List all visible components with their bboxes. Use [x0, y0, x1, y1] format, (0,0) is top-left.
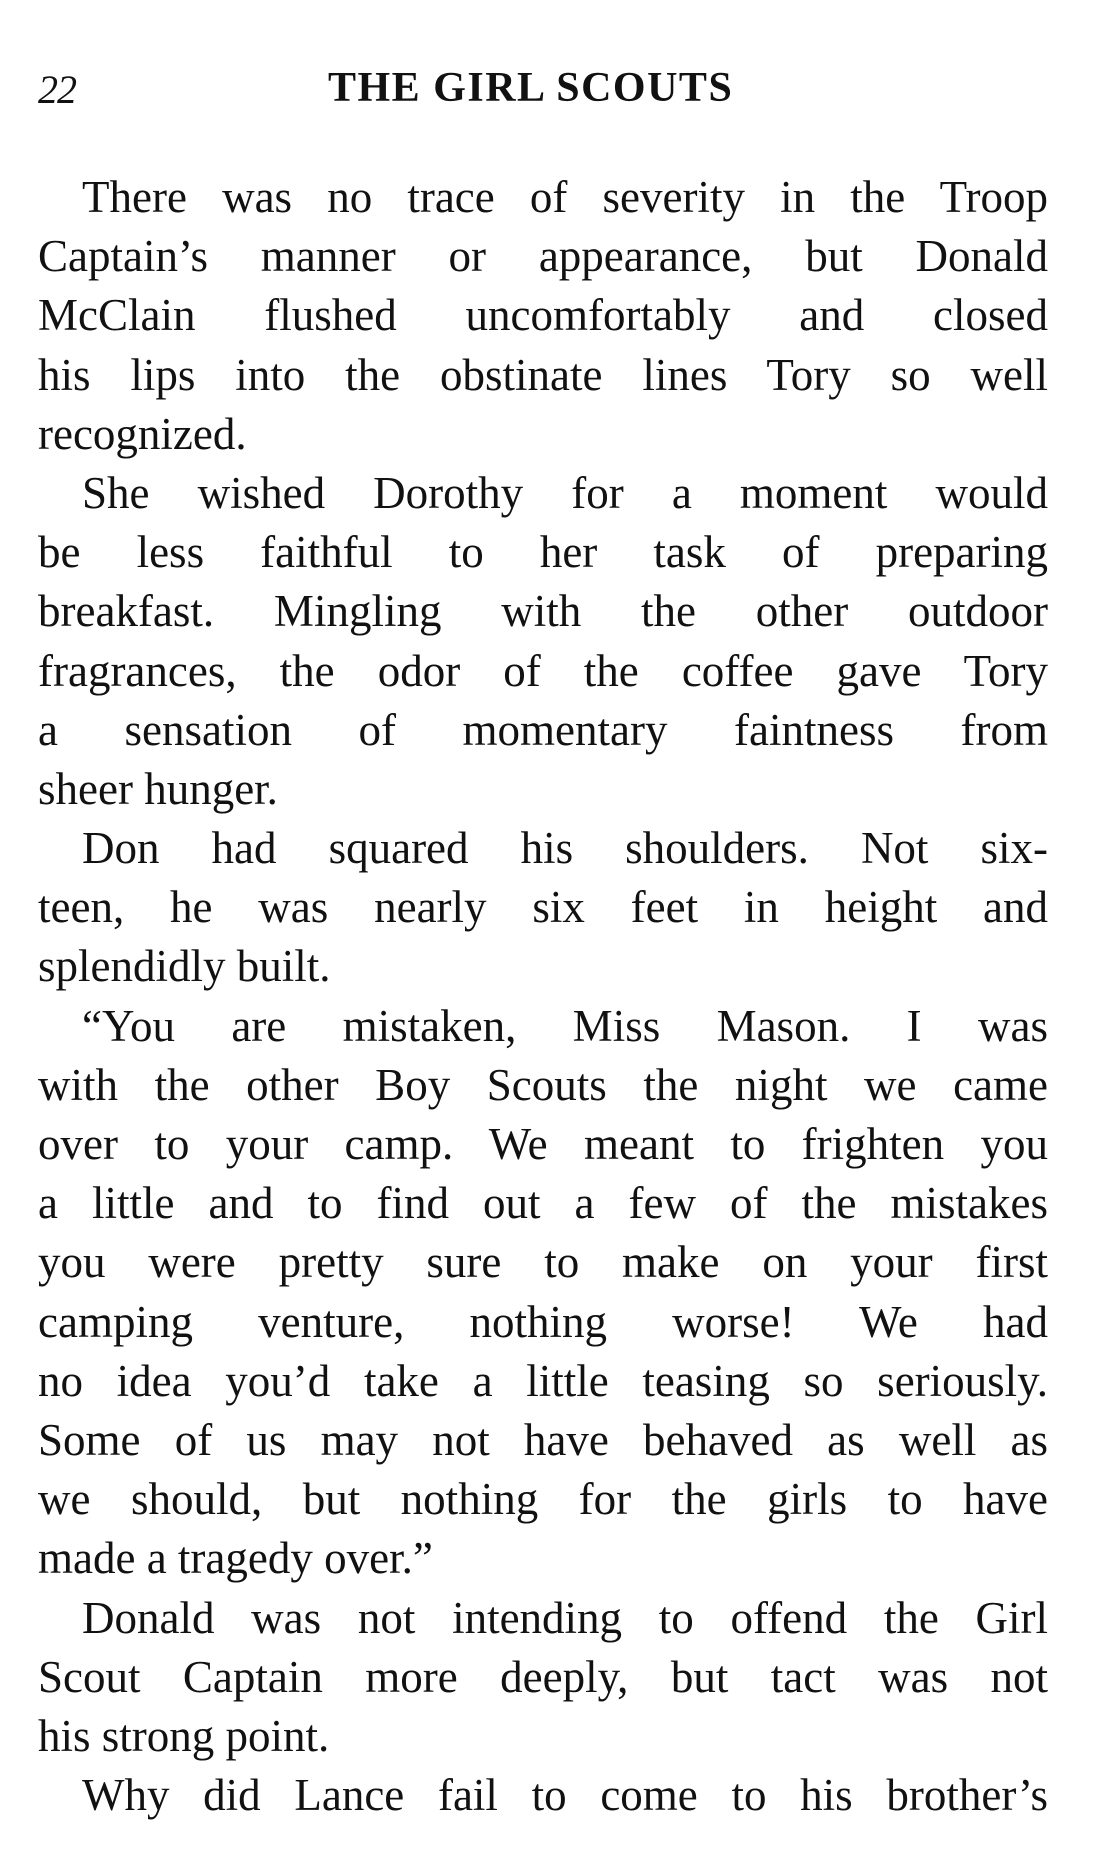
text-line: She wished Dorothy for a moment would: [82, 467, 1048, 518]
text-line: fragrances, the odor of the coffee gave Tory: [38, 645, 1048, 696]
text-line: teen, he was nearly six feet in height and: [38, 882, 1048, 933]
text-line: with the other Boy Scouts the night we came: [38, 1059, 1048, 1110]
text-line: a sensation of momentary faintness from: [38, 704, 1048, 755]
text-line: recognized.: [38, 408, 247, 459]
text-line: a little and to find out a few of the mistakes: [38, 1178, 1048, 1229]
text-line: “You are mistaken, Miss Mason. I was: [82, 1000, 1048, 1051]
text-line: breakfast. Mingling with the other outdoor: [38, 586, 1048, 637]
text-line: McClain flushed uncomfortably and closed: [38, 290, 1048, 341]
running-head: [38, 58, 1038, 118]
text-line: splendidly built.: [38, 941, 331, 992]
running-title: THE GIRL SCOUTS: [328, 65, 734, 111]
text-line: you were pretty sure to make on your first: [38, 1237, 1048, 1288]
body-text: [38, 168, 1048, 1825]
text-line: we should, but nothing for the girls to have: [38, 1474, 1048, 1525]
text-line: Don had squared his shoulders. Not six-: [82, 823, 1048, 874]
text-line: Donald was not intending to offend the Girl: [82, 1592, 1048, 1643]
text-line: There was no trace of severity in the Troop: [82, 172, 1048, 222]
text-line: Why did Lance fail to come to his brother’s: [82, 1770, 1048, 1821]
text-line: Scout Captain more deeply, but tact was not: [38, 1651, 1048, 1702]
text-line: his strong point.: [38, 1710, 330, 1761]
text-line: no idea you’d take a little teasing so seriously.: [38, 1355, 1048, 1406]
page-number: 22: [38, 67, 76, 112]
text-line: his lips into the obstinate lines Tory so well: [38, 349, 1048, 400]
text-line: Captain’s manner or appearance, but Donald: [38, 231, 1048, 282]
text-line: Some of us may not have behaved as well as: [38, 1414, 1048, 1465]
text-line: made a tragedy over.”: [38, 1533, 433, 1584]
text-line: sheer hunger.: [38, 763, 278, 814]
text-line: over to your camp. We meant to frighten you: [38, 1119, 1048, 1169]
text-line: camping venture, nothing worse! We had: [38, 1296, 1048, 1347]
text-line: be less faithful to her task of preparing: [38, 527, 1048, 578]
